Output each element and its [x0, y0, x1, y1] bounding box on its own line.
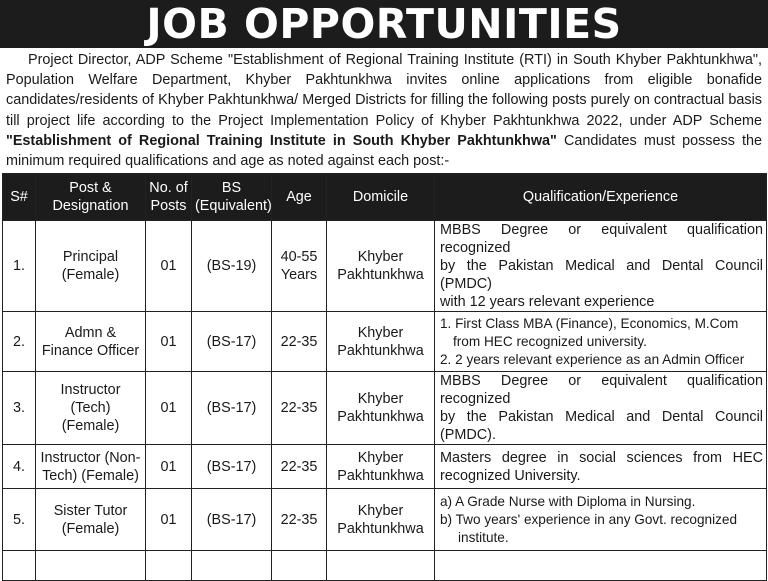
cell-age: 22-35	[272, 312, 327, 372]
cell-age: 22-35	[272, 372, 327, 445]
table-header-row	[3, 174, 767, 221]
cell-post: Sister Tutor (Female)	[36, 489, 146, 551]
intro-text-part1: Project Director, ADP Scheme "Establishment of Regional Training Institute (RTI) in South Khyber Pakhtunkhwa", Population Welfare Department, Khyber Pakhtunkhwa invites online applications from eligible bonafide candidates/residents of Khyber Pakhtunkhwa/ Merged Districts for filling the following posts purely on contractual basis till project life according to the Project Implementation Policy of Khyber Pakhtunkhwa 2022, under ADP Scheme	[6, 52, 762, 129]
cell-domicile: Khyber Pakhtunkhwa	[327, 489, 435, 551]
cell-posts: 01	[146, 445, 192, 489]
intro-text-part2: Candidates must possess the minimum required qualifications and age as noted against each post:-	[6, 132, 762, 170]
header-no-of-posts: No. of Posts	[146, 174, 192, 221]
table-row	[3, 372, 767, 445]
cell-post: Instructor (Non- Tech) (Female)	[36, 445, 146, 489]
cell-bs: (BS-17)	[192, 372, 272, 445]
job-table	[2, 173, 767, 581]
cell-posts: 01	[146, 221, 192, 312]
page-title: JOB OPPORTUNITIES	[0, 0, 768, 48]
table-row	[3, 221, 767, 312]
cell-qualification: Masters degree in social sciences from HEC recognized University.	[435, 445, 767, 489]
cell-domicile: Khyber Pakhtunkhwa	[327, 312, 435, 372]
cell-domicile: Khyber Pakhtunkhwa	[327, 445, 435, 489]
intro-scheme-name: "Establishment of Regional Training Institute in South Khyber Pakhtunkhwa"	[6, 132, 557, 149]
cell-bs: (BS-19)	[192, 221, 272, 312]
cell-bs: (BS-17)	[192, 445, 272, 489]
table-row	[3, 312, 767, 372]
table-row	[3, 489, 767, 551]
cell-age: 22-35	[272, 489, 327, 551]
cell-posts: 01	[146, 312, 192, 372]
table-row	[3, 445, 767, 489]
cell-post: Instructor (Tech) (Female)	[36, 372, 146, 445]
cell-qualification: MBBS Degree or equivalent qualification recognized by the Pakistan Medical and Dental Council (PMDC).	[435, 372, 767, 445]
cell-sno: 4.	[3, 445, 36, 489]
cell-posts: 01	[146, 489, 192, 551]
cell-qualification: 1. First Class MBA (Finance), Economics, M.Com from HEC recognized university. 2. 2 years relevant experience as an Admin Officer	[435, 312, 767, 372]
cell-sno: 5.	[3, 489, 36, 551]
header-bs: BS (Equivalent)	[192, 174, 272, 221]
cell-qualification: MBBS Degree or equivalent qualification recognized by the Pakistan Medical and Dental Council (PMDC) with 12 years relevant experience	[435, 221, 767, 312]
cell-sno: 1.	[3, 221, 36, 312]
cell-post: Admn & Finance Officer	[36, 312, 146, 372]
cell-sno: 3.	[3, 372, 36, 445]
cell-domicile: Khyber Pakhtunkhwa	[327, 221, 435, 312]
header-qualification: Qualification/Experience	[435, 174, 767, 221]
table-row-partial	[3, 551, 767, 581]
cell-domicile: Khyber Pakhtunkhwa	[327, 372, 435, 445]
cell-posts: 01	[146, 372, 192, 445]
cell-age: 22-35	[272, 445, 327, 489]
cell-qualification: a) A Grade Nurse with Diploma in Nursing. b) Two years' experience in any Govt. recognized institute.	[435, 489, 767, 551]
header-domicile: Domicile	[327, 174, 435, 221]
cell-sno: 2.	[3, 312, 36, 372]
cell-age: 40-55 Years	[272, 221, 327, 312]
intro-paragraph	[6, 50, 762, 171]
header-age: Age	[272, 174, 327, 221]
header-sno: S#	[3, 174, 36, 221]
header-post: Post & Designation	[36, 174, 146, 221]
cell-bs: (BS-17)	[192, 489, 272, 551]
cell-post: Principal (Female)	[36, 221, 146, 312]
cell-bs: (BS-17)	[192, 312, 272, 372]
